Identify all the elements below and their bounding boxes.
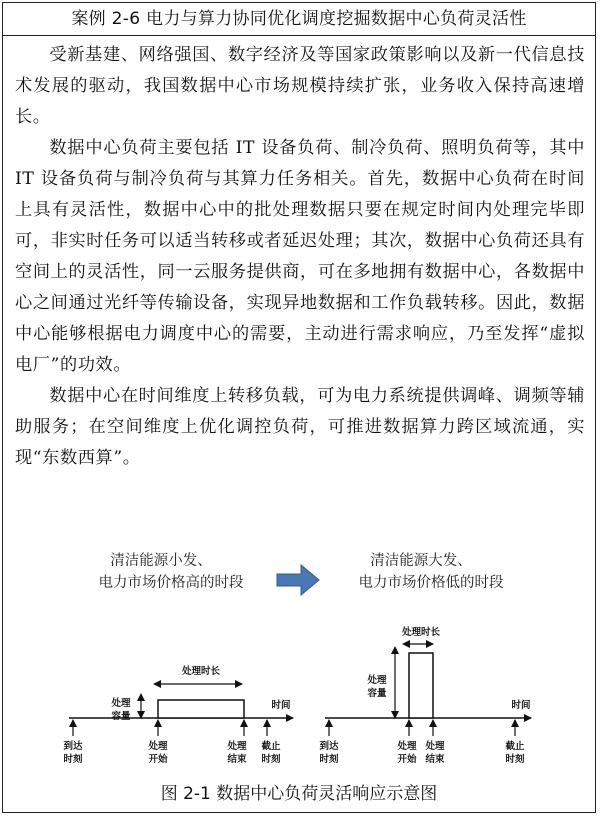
right-marker-start-2: 开始 [397, 754, 417, 765]
figure-diagram [3, 543, 597, 773]
right-marker-end-2: 结束 [425, 754, 445, 765]
transition-arrow-icon [277, 565, 319, 595]
right-marker-end-1: 处理 [425, 741, 445, 752]
left-processing-block [158, 700, 244, 718]
figure-caption: 图 2-1 数据中心负荷灵活响应示意图 [160, 784, 438, 804]
right-marker-deadline-1: 截止 [505, 741, 525, 752]
right-duration-label: 处理时长 [401, 627, 441, 638]
right-marker-arrival-2: 时刻 [319, 754, 339, 765]
left-marker-arrival-1: 到达 [63, 741, 83, 752]
right-marker-arrival-1: 到达 [319, 741, 339, 752]
left-marker-end-2: 结束 [227, 754, 247, 765]
figure [3, 543, 595, 773]
case-title: 案例 2-6 电力与算力协同优化调度挖掘数据中心负荷灵活性 [3, 3, 595, 36]
right-marker-deadline-2: 时刻 [505, 754, 525, 765]
paragraph-3: 数据中心在时间维度上转移负载，可为电力系统提供调峰、调频等辅助服务；在空间维度上优化调控负荷，可推进数据算力跨区域流通，实现“东数西算”。 [15, 386, 585, 468]
right-processing-block [409, 653, 433, 718]
paragraph-1: 受新基建、网络强国、数字经济及等国家政策影响以及新一代信息技术发展的驱动，我国数据中心市场规模持续扩张，业务收入保持高速增长。 [15, 45, 585, 127]
left-axis-label: 时间 [271, 700, 291, 711]
right-capacity-label-1: 处理 [367, 675, 387, 686]
left-heading-line1: 清洁能源小发、 [110, 553, 212, 569]
left-marker-end-1: 处理 [227, 741, 247, 752]
left-marker-start-1: 处理 [148, 741, 168, 752]
case-body [15, 40, 585, 474]
left-marker-arrival-2: 时刻 [63, 754, 83, 765]
left-marker-deadline-1: 截止 [261, 741, 281, 752]
left-diagram [63, 665, 293, 765]
right-axis-label: 时间 [511, 700, 531, 711]
left-marker-deadline-2: 时刻 [261, 754, 281, 765]
paragraph-2: 数据中心负荷主要包括 IT 设备负荷、制冷负荷、照明负荷等，其中 IT 设备负荷与制冷负荷与其算力任务相关。首先，数据中心负荷在时间上具有灵活性，数据中心中的批处理数据只要在规定时间内处理完毕即可，非实时任务可以适当转移或者延迟处理；其次，数据中心负荷还具有空间上的灵活性，同一云服务提供商，可在多地拥有数据中心，各数据中心之间通过光纤等传输设备，实现异地数据和工作负载转移。因此，数据中心能够根据电力调度中心的需要，主动进行需求响应，乃至发挥“虚拟电厂”的功效。 [15, 138, 585, 375]
right-diagram [319, 626, 531, 765]
right-heading-line2: 电力市场价格低的时段 [358, 575, 504, 591]
left-capacity-label-1: 处理 [111, 698, 131, 709]
left-capacity-label-2: 容量 [111, 711, 131, 722]
left-heading-line2: 电力市场价格高的时段 [98, 575, 244, 591]
left-duration-label: 处理时长 [181, 666, 221, 677]
right-marker-start-1: 处理 [397, 741, 417, 752]
left-marker-start-2: 开始 [148, 754, 168, 765]
case-box [2, 2, 596, 813]
right-capacity-label-2: 容量 [367, 688, 387, 699]
right-heading-line1: 清洁能源大发、 [370, 553, 472, 569]
